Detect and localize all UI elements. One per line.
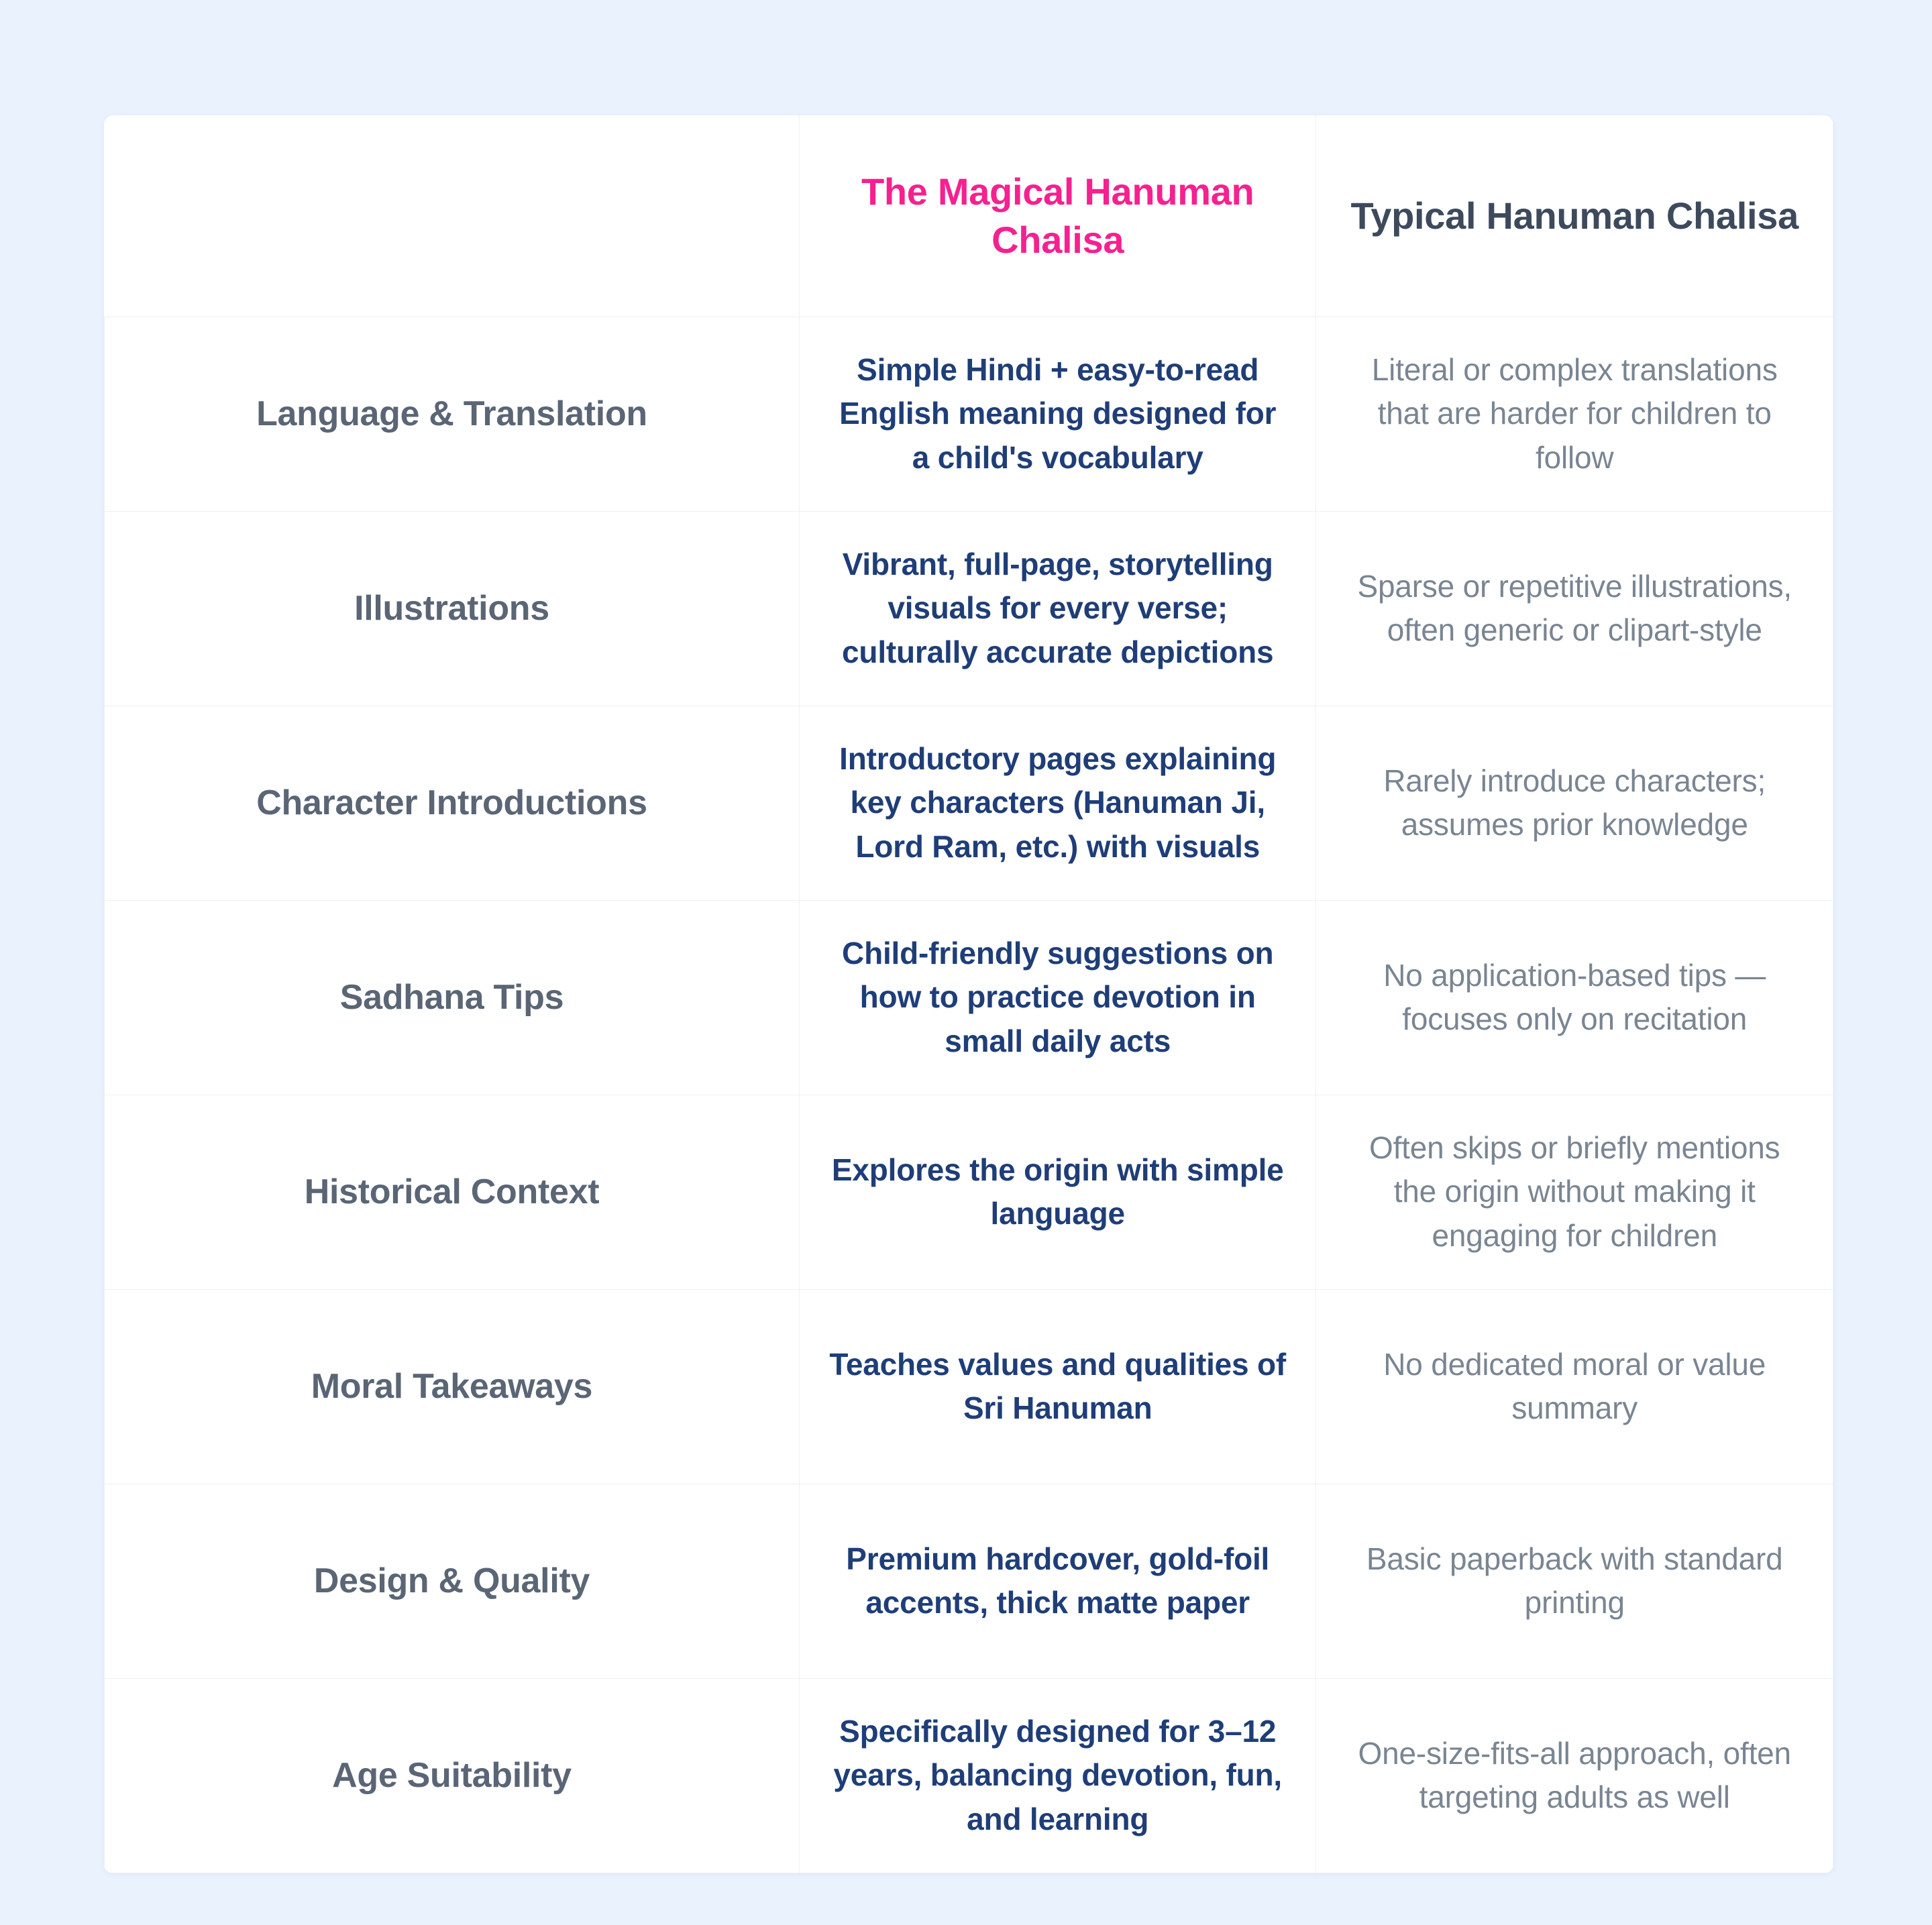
comparison-table xyxy=(104,115,1833,1873)
table-row xyxy=(105,900,1833,1095)
table-row xyxy=(105,1095,1833,1289)
table-body xyxy=(105,317,1833,1873)
row-feature-label: Age Suitability xyxy=(105,1678,800,1873)
table-row xyxy=(105,1678,1833,1873)
row-typical-value: Often skips or briefly mentions the origin without making it engaging for children xyxy=(1316,1095,1833,1289)
row-typical-value: Literal or complex translations that are harder for children to follow xyxy=(1316,317,1833,511)
row-magical-value: Explores the origin with simple language xyxy=(799,1095,1316,1289)
row-typical-value: Sparse or repetitive illustrations, often generic or clipart-style xyxy=(1316,511,1833,706)
row-typical-value: Rarely introduce characters; assumes prior knowledge xyxy=(1316,706,1833,900)
table-row xyxy=(105,317,1833,511)
row-feature-label: Sadhana Tips xyxy=(105,900,800,1095)
row-magical-value: Introductory pages explaining key characters (Hanuman Ji, Lord Ram, etc.) with visuals xyxy=(799,706,1316,900)
table-row xyxy=(105,1289,1833,1484)
row-feature-label: Illustrations xyxy=(105,511,800,706)
row-magical-value: Vibrant, full-page, storytelling visuals for every verse; culturally accurate depictions xyxy=(799,511,1316,706)
row-feature-label: Language & Translation xyxy=(105,317,800,511)
table-header xyxy=(105,115,1833,317)
header-magical-column: The Magical Hanuman Chalisa xyxy=(799,115,1316,317)
row-magical-value: Specifically designed for 3–12 years, balancing devotion, fun, and learning xyxy=(799,1678,1316,1873)
table-row xyxy=(105,706,1833,900)
row-feature-label: Historical Context xyxy=(105,1095,800,1289)
row-feature-label: Character Introductions xyxy=(105,706,800,900)
row-magical-value: Teaches values and qualities of Sri Hanuman xyxy=(799,1289,1316,1484)
row-feature-label: Moral Takeaways xyxy=(105,1289,800,1484)
table-row xyxy=(105,1484,1833,1678)
row-magical-value: Child-friendly suggestions on how to practice devotion in small daily acts xyxy=(799,900,1316,1095)
row-typical-value: No application-based tips — focuses only on recitation xyxy=(1316,900,1833,1095)
table-row xyxy=(105,511,1833,706)
row-magical-value: Simple Hindi + easy-to-read English meaning designed for a child's vocabulary xyxy=(799,317,1316,511)
row-magical-value: Premium hardcover, gold-foil accents, thick matte paper xyxy=(799,1484,1316,1678)
row-typical-value: No dedicated moral or value summary xyxy=(1316,1289,1833,1484)
header-typical-column: Typical Hanuman Chalisa xyxy=(1316,115,1833,317)
header-feature-column xyxy=(105,115,800,317)
row-typical-value: Basic paperback with standard printing xyxy=(1316,1484,1833,1678)
table-header-row xyxy=(105,115,1833,317)
row-feature-label: Design & Quality xyxy=(105,1484,800,1678)
row-typical-value: One-size-fits-all approach, often targeting adults as well xyxy=(1316,1678,1833,1873)
comparison-card xyxy=(104,115,1833,1873)
